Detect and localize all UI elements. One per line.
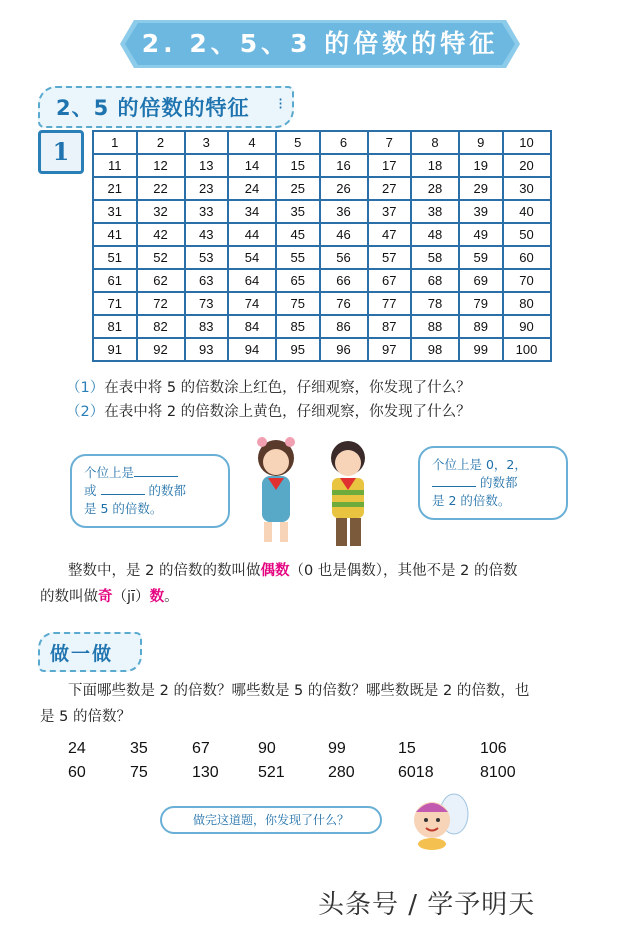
grid-cell: 49: [459, 223, 503, 246]
grid-cell: 69: [459, 269, 503, 292]
grid-cell: 70: [503, 269, 551, 292]
answer-blank: [101, 482, 145, 495]
section-title: 2、5 的倍数的特征: [56, 96, 250, 120]
grid-cell: 1: [93, 131, 137, 154]
bubble-text: 个位上是 0，2，: [432, 457, 527, 472]
grid-cell: 37: [368, 200, 412, 223]
grid-cell: 46: [320, 223, 368, 246]
term-odd-2: 数: [149, 589, 165, 605]
grid-row: [93, 223, 551, 246]
practice-number: 35: [130, 740, 148, 757]
definition-paragraph: [40, 558, 600, 610]
practice-number: 67: [192, 740, 210, 757]
practice-number: 8100: [480, 764, 516, 781]
grid-cell: 54: [228, 246, 276, 269]
practice-number: 130: [192, 764, 219, 781]
grid-cell: 44: [228, 223, 276, 246]
practice-number: 90: [258, 740, 276, 757]
practice-number: 15: [398, 740, 416, 757]
grid-cell: 33: [185, 200, 229, 223]
grid-cell: 2: [137, 131, 185, 154]
grid-cell: 75: [276, 292, 320, 315]
grid-cell: 13: [185, 154, 229, 177]
term-even: 偶数: [260, 563, 290, 579]
practice-number: 99: [328, 740, 346, 757]
grid-cell: 88: [411, 315, 459, 338]
grid-cell: 24: [228, 177, 276, 200]
grid-cell: 12: [137, 154, 185, 177]
definition-text: 整数中，是 2 的倍数的数叫做: [68, 563, 261, 579]
grid-cell: 97: [368, 338, 412, 361]
pinyin: （jī）: [112, 589, 150, 605]
grid-cell: 56: [320, 246, 368, 269]
grid-row: [93, 315, 551, 338]
grid-cell: 23: [185, 177, 229, 200]
grid-cell: 64: [228, 269, 276, 292]
bubble-text: 个位上是: [84, 465, 135, 480]
grid-cell: 65: [276, 269, 320, 292]
grid-cell: 10: [503, 131, 551, 154]
grid-cell: 15: [276, 154, 320, 177]
bubble-text: 是 2 的倍数。: [432, 493, 511, 508]
practice-heading: [38, 632, 142, 672]
practice-number: 521: [258, 764, 285, 781]
grid-cell: 47: [368, 223, 412, 246]
grid-row: [93, 200, 551, 223]
grid-cell: 78: [411, 292, 459, 315]
page-title: 2. 2、5、3 的倍数的特征: [141, 29, 499, 58]
grid-cell: 68: [411, 269, 459, 292]
practice-text: 是 5 的倍数？: [40, 709, 131, 725]
angel-illustration: [402, 788, 472, 852]
practice-number: 106: [480, 740, 507, 757]
grid-cell: 81: [93, 315, 137, 338]
definition-text: 的数叫做: [40, 589, 98, 605]
grid-cell: 32: [137, 200, 185, 223]
grid-cell: 5: [276, 131, 320, 154]
grid-cell: 30: [503, 177, 551, 200]
grid-cell: 79: [459, 292, 503, 315]
grid-cell: 27: [368, 177, 412, 200]
grid-row: [93, 154, 551, 177]
grid-row: [93, 131, 551, 154]
grid-cell: 8: [411, 131, 459, 154]
question-1: [66, 376, 471, 397]
definition-text: （0 也是偶数），其他不是 2 的倍数: [289, 563, 518, 579]
grid-cell: 14: [228, 154, 276, 177]
grid-cell: 31: [93, 200, 137, 223]
bubble-text: 或: [84, 483, 97, 498]
practice-number: 24: [68, 740, 86, 757]
grid-cell: 25: [276, 177, 320, 200]
grid-cell: 92: [137, 338, 185, 361]
grid-cell: 35: [276, 200, 320, 223]
grid-cell: 87: [368, 315, 412, 338]
grid-cell: 95: [276, 338, 320, 361]
grid-cell: 45: [276, 223, 320, 246]
practice-number: 60: [68, 764, 86, 781]
grid-cell: 77: [368, 292, 412, 315]
grid-cell: 29: [459, 177, 503, 200]
grid-cell: 89: [459, 315, 503, 338]
grid-cell: 61: [93, 269, 137, 292]
question-2: [66, 400, 471, 421]
grid-cell: 18: [411, 154, 459, 177]
bubble-text: 的数都: [479, 475, 518, 490]
grid-cell: 55: [276, 246, 320, 269]
definition-text: 。: [164, 589, 179, 605]
grid-cell: 48: [411, 223, 459, 246]
grid-cell: 34: [228, 200, 276, 223]
speech-bubble-left: [70, 454, 230, 528]
grid-cell: 52: [137, 246, 185, 269]
grid-cell: 42: [137, 223, 185, 246]
grid-cell: 90: [503, 315, 551, 338]
question-text: 在表中将 2 的倍数涂上黄色，仔细观察，你发现了什么？: [104, 404, 471, 420]
term-odd: 奇: [98, 589, 113, 605]
grid-cell: 3: [185, 131, 229, 154]
grid-cell: 40: [503, 200, 551, 223]
grid-cell: 7: [368, 131, 412, 154]
practice-number: 6018: [398, 764, 434, 781]
hint-bubble: 做完这道题，你发现了什么？: [160, 806, 382, 834]
question-number: （1）: [66, 380, 105, 396]
grid-cell: 84: [228, 315, 276, 338]
example-number: 1: [38, 130, 84, 174]
grid-cell: 72: [137, 292, 185, 315]
grid-cell: 99: [459, 338, 503, 361]
grid-cell: 22: [137, 177, 185, 200]
grid-cell: 67: [368, 269, 412, 292]
bubble-text: 是 5 的倍数。: [84, 501, 163, 516]
grid-cell: 38: [411, 200, 459, 223]
grid-row: [93, 338, 551, 361]
answer-blank: [134, 464, 178, 477]
grid-cell: 83: [185, 315, 229, 338]
grid-cell: 82: [137, 315, 185, 338]
practice-text: 下面哪些数是 2 的倍数？哪些数是 5 的倍数？哪些数既是 2 的倍数，也: [68, 683, 530, 699]
grid-cell: 4: [228, 131, 276, 154]
title-banner: [120, 20, 520, 68]
grid-cell: 50: [503, 223, 551, 246]
grid-cell: 80: [503, 292, 551, 315]
grid-cell: 43: [185, 223, 229, 246]
grid-cell: 57: [368, 246, 412, 269]
grid-row: [93, 177, 551, 200]
practice-title: 做一做: [50, 643, 114, 665]
grid-cell: 19: [459, 154, 503, 177]
practice-number: 280: [328, 764, 355, 781]
grid-cell: 60: [503, 246, 551, 269]
grid-cell: 11: [93, 154, 137, 177]
grid-cell: 51: [93, 246, 137, 269]
grid-cell: 39: [459, 200, 503, 223]
grid-cell: 9: [459, 131, 503, 154]
grid-cell: 96: [320, 338, 368, 361]
grid-cell: 53: [185, 246, 229, 269]
hundred-chart: [92, 130, 552, 362]
grid-cell: 41: [93, 223, 137, 246]
grid-row: [93, 292, 551, 315]
grid-cell: 36: [320, 200, 368, 223]
bubble-text: 的数都: [148, 483, 186, 498]
grid-row: [93, 269, 551, 292]
speech-bubble-right: [418, 446, 568, 520]
grid-cell: 20: [503, 154, 551, 177]
practice-question: [40, 678, 600, 730]
grid-cell: 28: [411, 177, 459, 200]
practice-number: 75: [130, 764, 148, 781]
sparkle-icon: ⁝: [278, 94, 284, 113]
grid-cell: 93: [185, 338, 229, 361]
grid-cell: 21: [93, 177, 137, 200]
grid-cell: 100: [503, 338, 551, 361]
grid-cell: 91: [93, 338, 137, 361]
children-illustration: [238, 428, 388, 558]
question-text: 在表中将 5 的倍数涂上红色，仔细观察，你发现了什么？: [104, 380, 471, 396]
grid-cell: 86: [320, 315, 368, 338]
grid-cell: 74: [228, 292, 276, 315]
grid-cell: 71: [93, 292, 137, 315]
grid-cell: 66: [320, 269, 368, 292]
question-number: （2）: [66, 404, 105, 420]
grid-row: [93, 246, 551, 269]
grid-cell: 73: [185, 292, 229, 315]
grid-cell: 59: [459, 246, 503, 269]
grid-cell: 16: [320, 154, 368, 177]
section-heading: [38, 86, 294, 128]
watermark: 头条号 / 学予明天: [318, 890, 536, 920]
grid-cell: 63: [185, 269, 229, 292]
grid-cell: 58: [411, 246, 459, 269]
grid-cell: 76: [320, 292, 368, 315]
answer-blank: [432, 474, 476, 487]
grid-cell: 26: [320, 177, 368, 200]
grid-cell: 17: [368, 154, 412, 177]
grid-cell: 6: [320, 131, 368, 154]
grid-cell: 98: [411, 338, 459, 361]
grid-cell: 94: [228, 338, 276, 361]
grid-cell: 62: [137, 269, 185, 292]
grid-cell: 85: [276, 315, 320, 338]
